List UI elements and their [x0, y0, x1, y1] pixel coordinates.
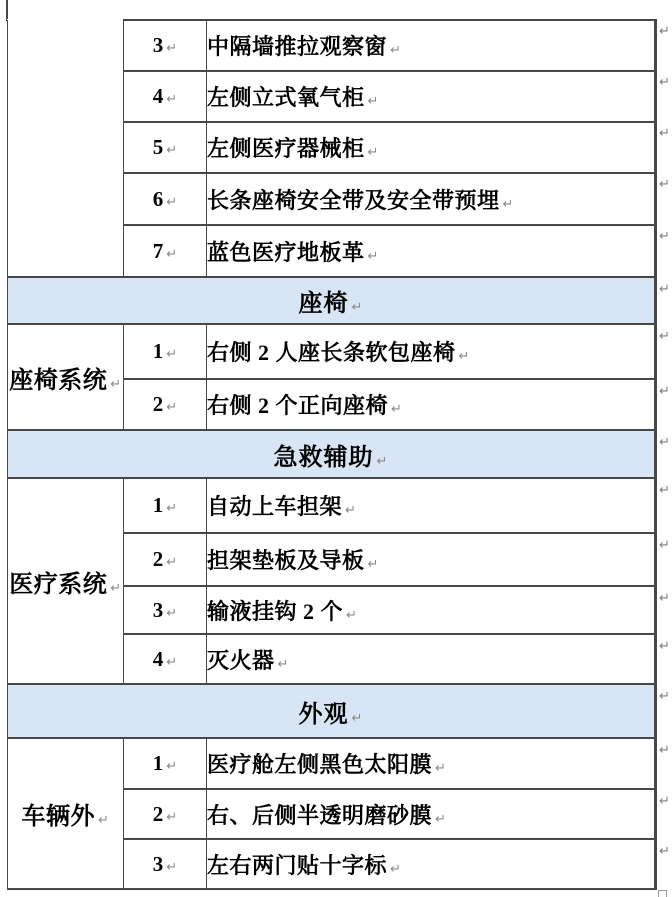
item-desc: 输液挂钩 2 个	[207, 598, 344, 624]
paragraph-mark-icon: ↵	[166, 194, 178, 210]
item-desc: 右侧 2 个正向座椅	[207, 393, 389, 418]
paragraph-mark-icon: ↵	[351, 710, 364, 726]
item-number: 1	[152, 751, 164, 775]
group-cell-empty	[8, 20, 124, 277]
paragraph-mark-icon: ↵	[166, 759, 178, 774]
item-desc-cell	[207, 789, 656, 839]
row-end-mark-icon: ↵	[659, 282, 670, 297]
item-desc: 左侧立式氧气柜	[207, 85, 365, 110]
section-header-cell	[8, 430, 656, 478]
paragraph-mark-icon: ↵	[166, 605, 178, 621]
table-row	[8, 738, 656, 789]
item-number-cell	[124, 789, 207, 839]
section-header-label: 急救辅助	[273, 444, 374, 471]
item-number: 3	[152, 851, 164, 876]
section-header-row	[8, 430, 656, 478]
paragraph-mark-icon: ↵	[346, 607, 358, 623]
row-end-mark-icon: ↵	[659, 689, 670, 704]
paragraph-mark-icon: ↵	[166, 143, 178, 158]
paragraph-mark-icon: ↵	[502, 196, 514, 212]
paragraph-mark-icon: ↵	[166, 41, 178, 56]
item-desc-cell	[207, 738, 656, 789]
paragraph-mark-icon: ↵	[110, 376, 122, 392]
row-end-mark-icon: ↵	[659, 75, 670, 90]
item-number-cell	[124, 71, 207, 122]
table-row	[8, 20, 656, 71]
item-desc-cell	[207, 324, 656, 379]
group-label: 车辆外	[21, 804, 96, 830]
item-number: 1	[152, 493, 164, 517]
item-number-cell	[124, 122, 207, 173]
item-number-cell	[124, 478, 207, 533]
item-number-cell	[124, 839, 207, 889]
paragraph-mark-icon: ↵	[110, 580, 122, 596]
paragraph-mark-icon: ↵	[367, 94, 379, 109]
group-label: 座椅系统	[9, 367, 108, 394]
paragraph-mark-icon: ↵	[435, 761, 447, 776]
equipment-spec-table	[7, 19, 657, 890]
section-header-label: 外观	[298, 701, 349, 728]
row-end-mark-icon: ↵	[659, 177, 670, 192]
item-desc: 右、后侧半透明磨砂膜	[207, 802, 433, 828]
paragraph-mark-icon: ↵	[166, 654, 178, 670]
row-end-mark-icon: ↵	[659, 794, 670, 809]
group-label: 医疗系统	[9, 571, 108, 598]
item-number-cell	[124, 379, 207, 430]
item-desc-cell	[207, 839, 656, 889]
row-end-mark-icon: ↵	[659, 384, 670, 399]
item-desc: 中隔墙推拉观察窗	[207, 34, 388, 59]
item-desc: 长条座椅安全带及安全带预埋	[207, 187, 500, 213]
item-number: 3	[152, 597, 164, 622]
item-number-cell	[124, 225, 207, 277]
paragraph-mark-icon: ↵	[390, 43, 402, 58]
section-header-row	[8, 684, 656, 738]
item-number-cell	[124, 173, 207, 225]
item-number: 2	[152, 547, 164, 571]
item-number: 1	[152, 339, 164, 363]
item-desc-cell	[207, 71, 656, 122]
row-end-mark-icon: ↵	[659, 483, 670, 498]
row-end-mark-icon: ↵	[659, 844, 670, 859]
paragraph-mark-icon: ↵	[166, 501, 178, 516]
table-left-border-continuation	[6, 0, 8, 21]
paragraph-mark-icon: ↵	[345, 503, 357, 518]
item-number: 3	[152, 33, 164, 57]
item-desc: 担架垫板及导板	[207, 548, 365, 573]
item-desc: 灭火器	[207, 647, 275, 673]
row-end-mark-icon: ↵	[659, 743, 670, 758]
group-cell	[8, 324, 124, 430]
item-desc-cell	[207, 173, 656, 225]
item-number: 5	[152, 135, 164, 159]
row-end-mark-icon: ↵	[659, 229, 670, 244]
item-number: 2	[152, 392, 164, 416]
item-number: 6	[152, 186, 164, 211]
item-desc-cell	[207, 478, 656, 533]
paragraph-mark-icon: ↵	[166, 809, 178, 825]
paragraph-mark-icon: ↵	[376, 453, 389, 469]
item-desc-cell	[207, 634, 656, 684]
item-desc-cell	[207, 20, 656, 71]
paragraph-mark-icon: ↵	[98, 813, 110, 828]
item-desc-cell	[207, 586, 656, 634]
section-header-row	[8, 277, 656, 324]
item-number-cell	[124, 324, 207, 379]
paragraph-mark-icon: ↵	[166, 246, 178, 262]
item-desc: 左侧医疗器械柜	[207, 136, 365, 161]
row-end-mark-icon: ↵	[659, 435, 670, 450]
paragraph-mark-icon: ↵	[166, 859, 178, 875]
group-cell	[8, 738, 124, 889]
paragraph-mark-icon: ↵	[277, 656, 289, 672]
item-number-cell	[124, 634, 207, 684]
section-header-cell	[8, 277, 656, 324]
paragraph-mark-icon: ↵	[166, 347, 178, 362]
row-end-mark-icon: ↵	[659, 126, 670, 141]
item-number-cell	[124, 533, 207, 586]
row-end-mark-icon: ↵	[659, 639, 670, 654]
table-row	[8, 478, 656, 533]
paragraph-mark-icon: ↵	[391, 402, 403, 417]
item-number-cell	[124, 738, 207, 789]
item-number-cell	[124, 20, 207, 71]
item-desc: 蓝色医疗地板革	[207, 239, 365, 265]
item-desc-cell	[207, 225, 656, 277]
item-desc-cell	[207, 122, 656, 173]
item-number-cell	[124, 586, 207, 634]
group-cell	[8, 478, 124, 684]
section-header-cell	[8, 684, 656, 738]
item-number: 2	[152, 801, 164, 826]
paragraph-mark-icon: ↵	[367, 248, 379, 264]
after-table-paragraph-mark	[658, 890, 667, 897]
paragraph-mark-icon: ↵	[367, 557, 379, 572]
paragraph-mark-icon: ↵	[351, 300, 364, 315]
item-desc-cell	[207, 533, 656, 586]
item-number: 7	[152, 238, 164, 263]
paragraph-mark-icon: ↵	[166, 555, 178, 570]
row-end-mark-icon: ↵	[659, 329, 670, 344]
paragraph-mark-icon: ↵	[166, 400, 178, 415]
row-end-mark-icon: ↵	[659, 24, 670, 39]
paragraph-mark-icon: ↵	[166, 92, 178, 107]
item-desc: 自动上车担架	[207, 494, 343, 519]
item-desc: 右侧 2 人座长条软包座椅	[207, 340, 456, 365]
table-row	[8, 324, 656, 379]
paragraph-mark-icon: ↵	[435, 811, 447, 827]
section-header-label: 座椅	[298, 291, 349, 317]
paragraph-mark-icon: ↵	[367, 145, 379, 160]
paragraph-mark-icon: ↵	[458, 349, 470, 364]
item-number: 4	[152, 84, 164, 108]
item-desc: 医疗舱左侧黑色太阳膜	[207, 752, 433, 777]
row-end-mark-icon: ↵	[659, 538, 670, 553]
row-end-mark-icon: ↵	[659, 591, 670, 606]
item-number: 4	[152, 646, 164, 671]
item-desc-cell	[207, 379, 656, 430]
item-desc: 左右两门贴十字标	[207, 852, 388, 878]
paragraph-mark-icon: ↵	[390, 861, 402, 877]
